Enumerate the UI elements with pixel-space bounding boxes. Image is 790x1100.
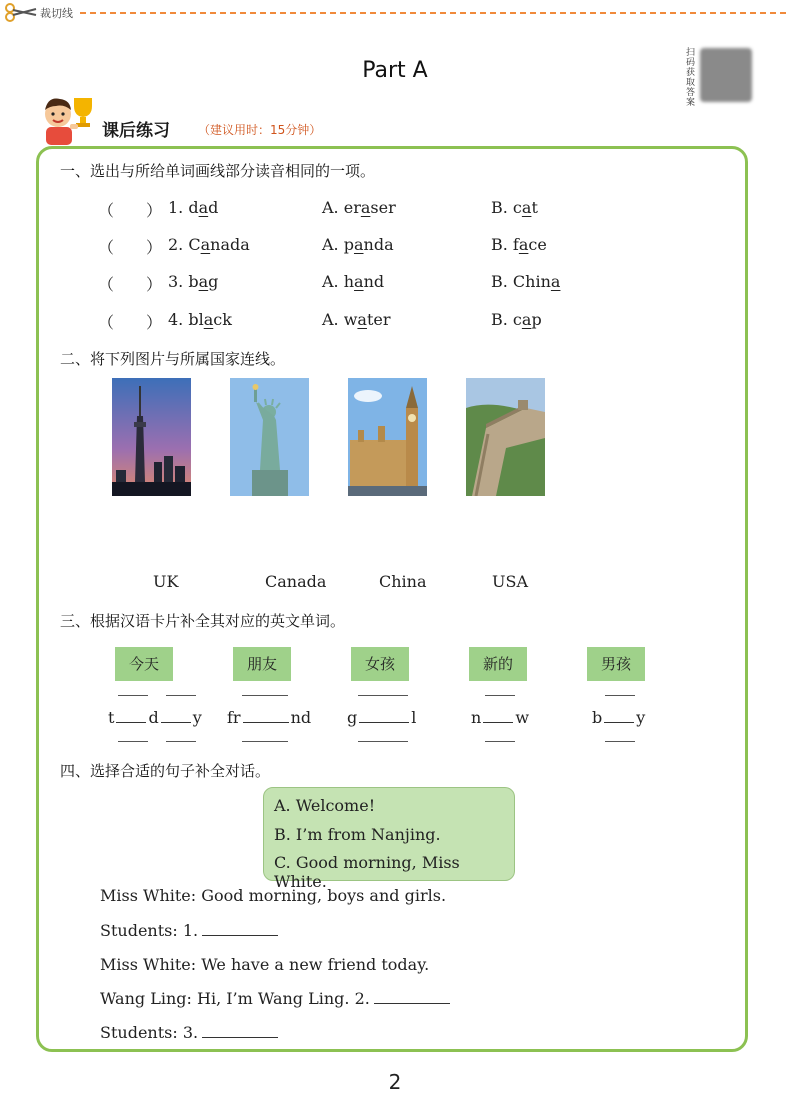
guide-line (242, 695, 288, 696)
fill-word-today[interactable]: t d y (108, 708, 202, 727)
section3-title: 三、根据汉语卡片补全其对应的英文单词。 (60, 612, 346, 630)
question-word: 4. black (168, 310, 232, 329)
question-word: 3. bag (168, 272, 219, 291)
choice-c[interactable]: C. Good morning, Miss White. (274, 853, 460, 891)
choice-b[interactable]: B. I’m from Nanjing. (274, 825, 441, 844)
country-label[interactable]: UK (153, 572, 179, 591)
chinese-card: 今天 (115, 647, 173, 681)
country-label[interactable]: USA (492, 572, 528, 591)
chinese-card: 女孩 (351, 647, 409, 681)
guide-line (358, 695, 408, 696)
guide-line (118, 741, 148, 742)
answer-paren[interactable]: （ ） (98, 201, 163, 220)
cut-line (0, 0, 790, 24)
dialogue-line: Miss White: Good morning, boys and girls. (100, 886, 447, 905)
choice-a[interactable]: A. Welcome! (274, 796, 376, 815)
cut-line-dash (80, 12, 786, 14)
section4-title: 四、选择合适的句子补全对话。 (60, 762, 271, 780)
statue-of-liberty-photo[interactable] (230, 378, 309, 496)
dialogue-line: Miss White: We have a new friend today. (100, 955, 430, 974)
option-b[interactable]: B. China (491, 272, 561, 291)
qr-label: 扫码获取答案 (686, 48, 696, 108)
option-a[interactable]: A. panda (322, 235, 394, 254)
fill-word-friend[interactable]: fr nd (227, 708, 312, 727)
guide-line (242, 741, 288, 742)
scissors-icon (4, 2, 38, 22)
section1-title: 一、选出与所给单词画线部分读音相同的一项。 (60, 162, 376, 180)
fill-word-new[interactable]: n w (471, 708, 530, 727)
question-word: 1. dad (168, 198, 219, 217)
qr-code-icon[interactable] (700, 48, 752, 102)
option-a[interactable]: A. water (322, 310, 391, 329)
fill-word-boy[interactable]: b y (592, 708, 646, 727)
country-label[interactable]: China (379, 572, 427, 591)
choice-box (263, 787, 515, 891)
answer-paren[interactable]: （ ） (98, 313, 163, 332)
cn-tower-photo[interactable] (112, 378, 191, 496)
question-word: 2. Canada (168, 235, 250, 254)
option-b[interactable]: B. cat (491, 198, 538, 217)
answer-blank-3[interactable] (202, 1023, 278, 1038)
option-b[interactable]: B. cap (491, 310, 542, 329)
guide-line (358, 741, 408, 742)
guide-line (485, 695, 515, 696)
option-b[interactable]: B. face (491, 235, 547, 254)
guide-line (605, 695, 635, 696)
guide-line (605, 741, 635, 742)
great-wall-photo[interactable] (466, 378, 545, 496)
chinese-card: 朋友 (233, 647, 291, 681)
page-title: Part A (362, 58, 428, 83)
answer-blank-1[interactable] (202, 921, 278, 936)
suggested-time: （建议用时：15分钟） (198, 123, 322, 137)
guide-line (485, 741, 515, 742)
guide-line (118, 695, 148, 696)
guide-line (166, 741, 196, 742)
cut-line-label: 裁切线 (40, 7, 73, 20)
answer-paren[interactable]: （ ） (98, 238, 163, 257)
fill-word-girl[interactable]: g l (347, 708, 417, 727)
kid-trophy-icon (36, 94, 98, 146)
guide-line (166, 695, 196, 696)
section2-title: 二、将下列图片与所属国家连线。 (60, 350, 286, 368)
answer-blank-2[interactable] (374, 989, 450, 1004)
option-a[interactable]: A. hand (322, 272, 385, 291)
country-label[interactable]: Canada (265, 572, 327, 591)
chinese-card: 男孩 (587, 647, 645, 681)
exercise-title: 课后练习 (102, 121, 170, 141)
big-ben-photo[interactable] (348, 378, 427, 496)
dialogue-line: Students: 3. (100, 1023, 278, 1042)
chinese-card: 新的 (469, 647, 527, 681)
answer-paren[interactable]: （ ） (98, 275, 163, 294)
dialogue-line: Wang Ling: Hi, I’m Wang Ling. 2. (100, 989, 450, 1008)
page-number: 2 (388, 1070, 402, 1094)
dialogue-line: Students: 1. (100, 921, 278, 940)
option-a[interactable]: A. eraser (322, 198, 396, 217)
